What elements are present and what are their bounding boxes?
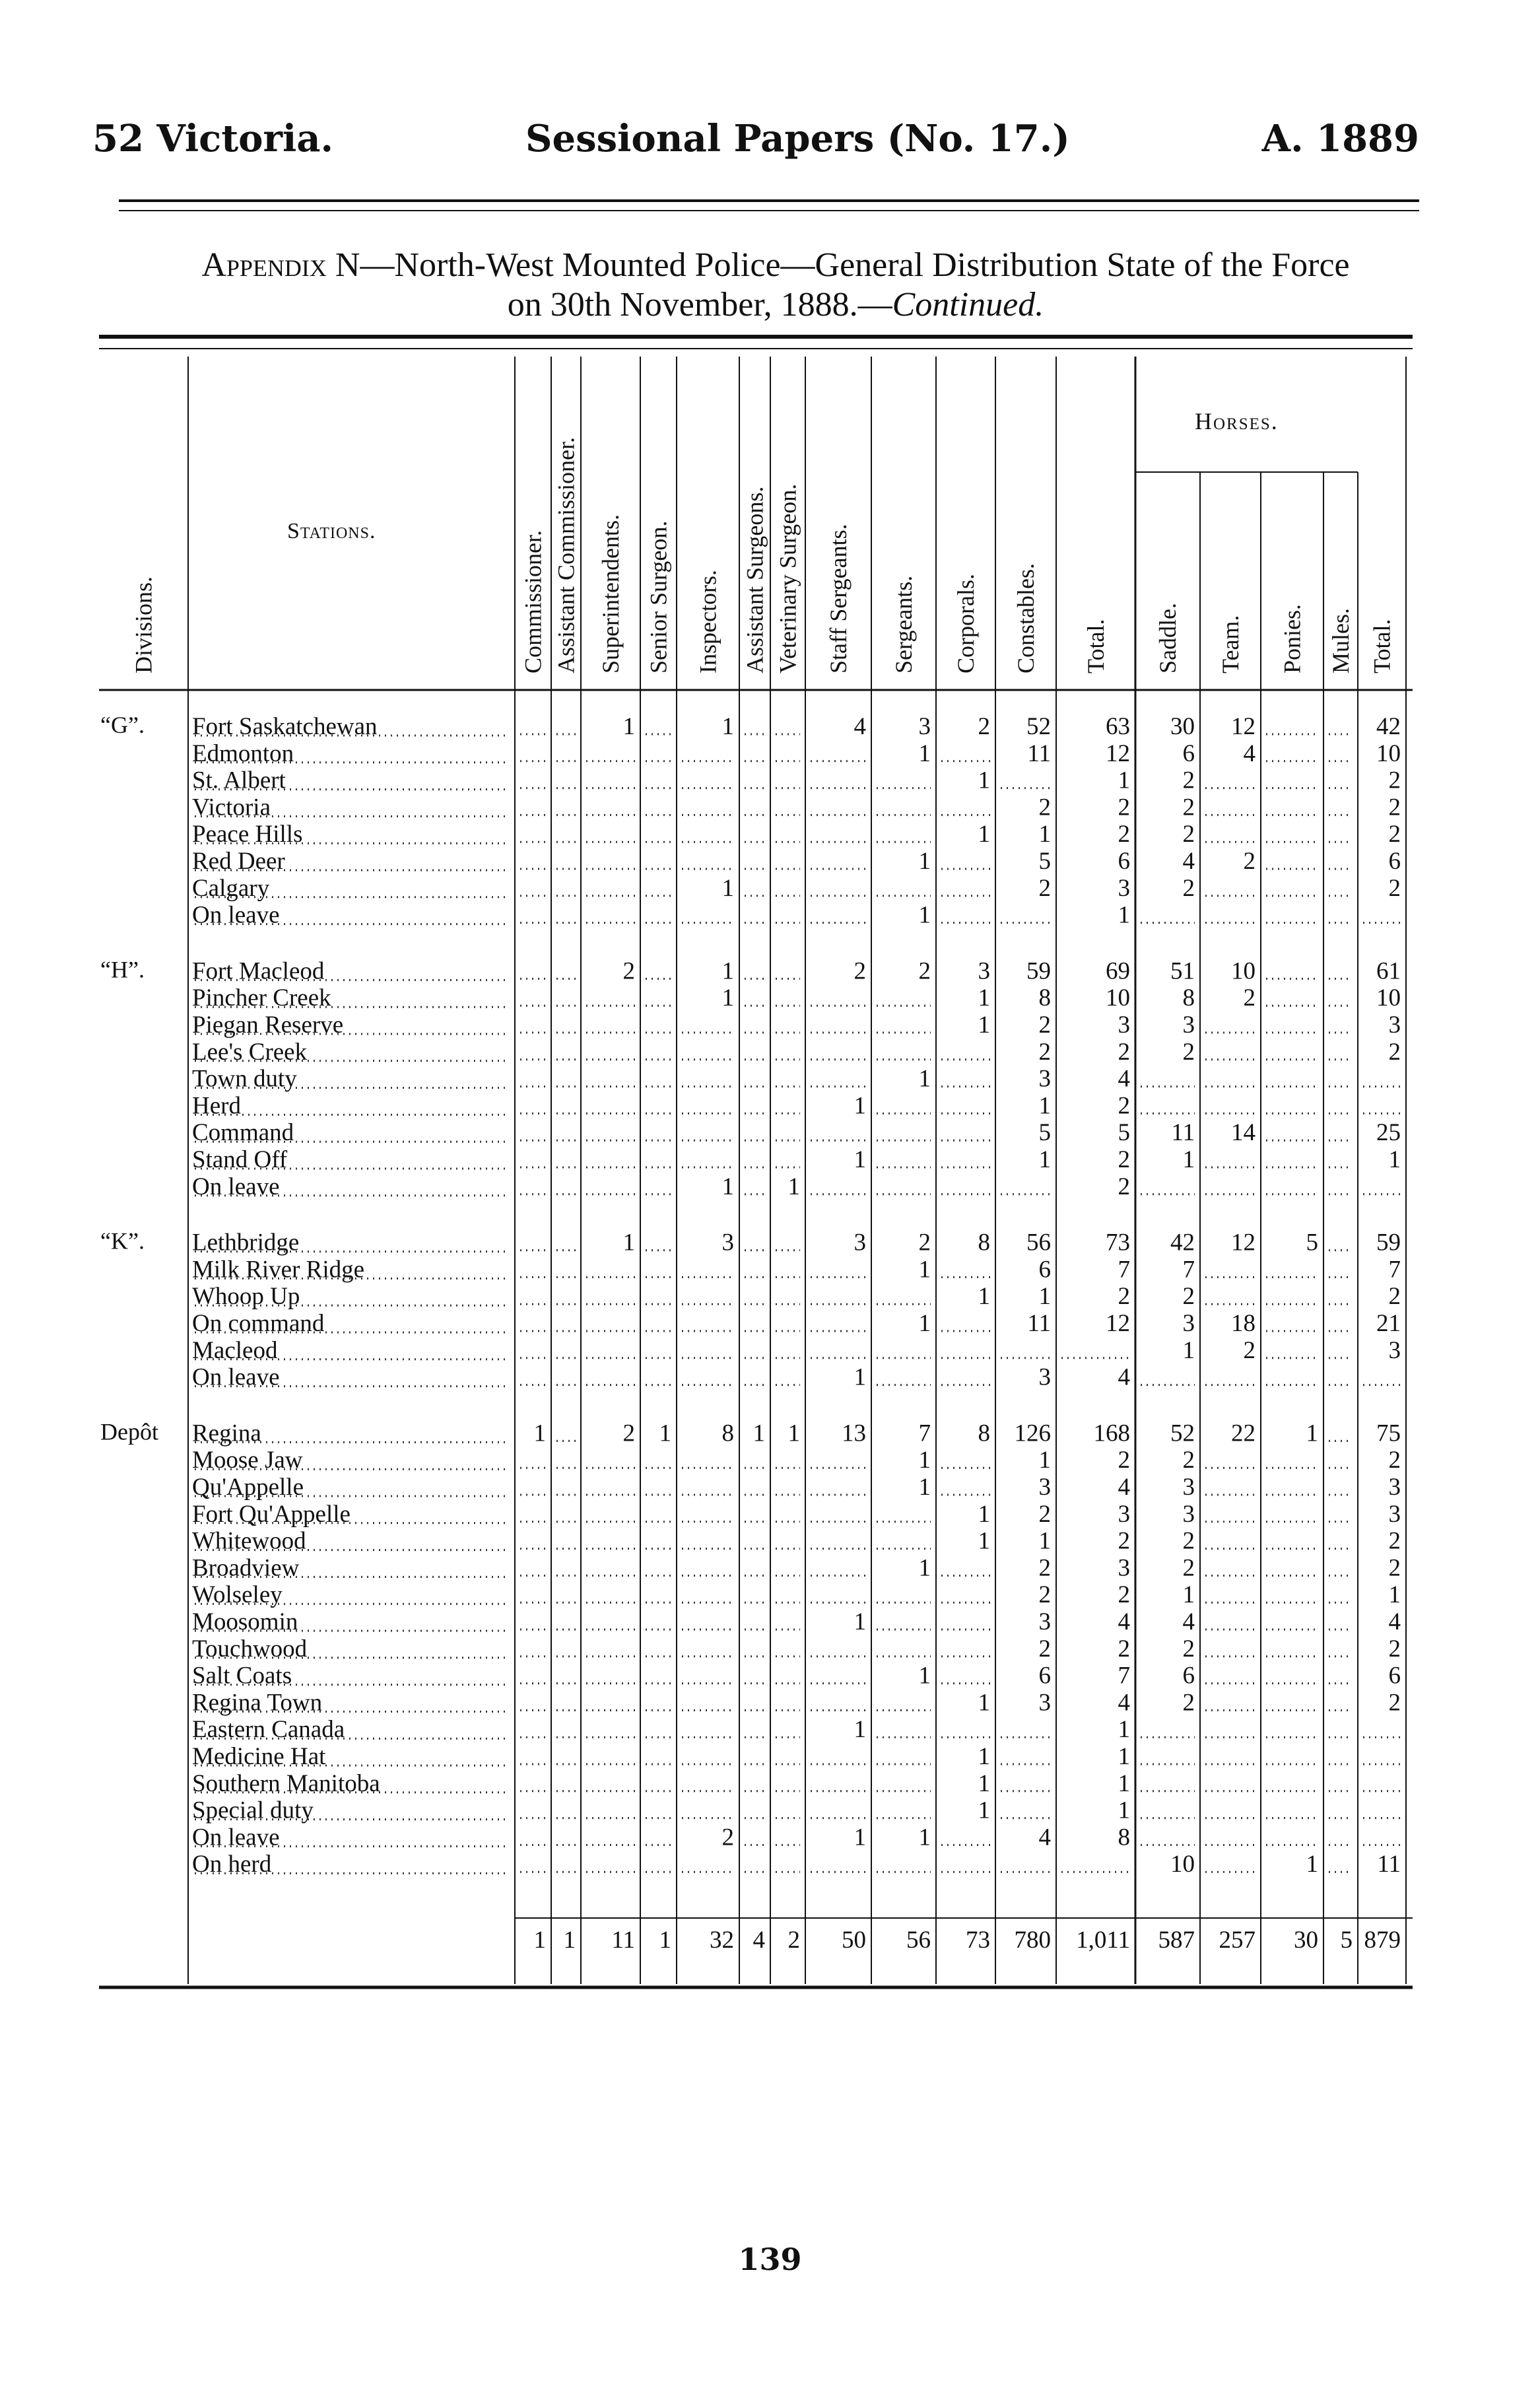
total-cell: 50 — [842, 1927, 866, 1954]
table-cell: 1 — [854, 1363, 866, 1391]
table-cell: 1 — [978, 1769, 990, 1797]
total-cell: 30 — [1294, 1927, 1318, 1954]
table-cell: 8 — [978, 1229, 990, 1256]
table-cell: 3 — [1388, 1500, 1401, 1528]
table-cell: 2 — [918, 957, 931, 985]
table-cell: 8 — [1182, 984, 1195, 1012]
table-cell: 1 — [854, 1146, 866, 1173]
table-cell: 2 — [1182, 1283, 1195, 1311]
table-cell: 3 — [1182, 1500, 1195, 1528]
header-center: Sessional Papers (No. 17.) — [525, 117, 1070, 160]
table-cell: 6 — [1182, 739, 1195, 767]
station-name: Medicine Hat — [192, 1743, 326, 1770]
table-cell: 1 — [918, 1662, 931, 1690]
total-cell: 11 — [611, 1927, 635, 1954]
table-cell: 1 — [1038, 821, 1051, 848]
table-cell: 3 — [978, 957, 990, 985]
table-cell: 3 — [1038, 1363, 1051, 1391]
table-cell: 1 — [1038, 1092, 1051, 1120]
column-header-15: Ponies. — [1279, 603, 1306, 673]
total-cell: 879 — [1364, 1927, 1401, 1954]
table-cell: 2 — [1388, 767, 1401, 794]
table-cell: 18 — [1231, 1310, 1255, 1337]
column-header-8: Staff Sergeants. — [825, 524, 852, 673]
header-stations: Stations. — [287, 519, 376, 543]
table-cell: 6 — [1388, 1662, 1401, 1690]
table-cell: 2 — [622, 957, 635, 985]
column-header-2: Assistant Commissioner. — [552, 436, 580, 673]
table-cell: 5 — [1306, 1229, 1318, 1256]
table-cell: 1 — [978, 767, 990, 794]
column-header-6: Assistant Surgeons. — [741, 486, 768, 673]
table-cell: 1 — [918, 1554, 931, 1582]
table-cell: 2 — [1182, 1527, 1195, 1555]
station-name: Qu'Appelle — [192, 1474, 304, 1501]
table-cell: 1 — [721, 984, 734, 1012]
station-name: Milk River Ridge — [192, 1256, 365, 1284]
table-cell: 2 — [1182, 874, 1195, 902]
table-cell: 8 — [1038, 984, 1051, 1012]
table-cell: 59 — [1026, 957, 1051, 985]
station-name: Edmonton — [192, 739, 294, 767]
table-cell: 1 — [1118, 767, 1130, 794]
table-cell: 12 — [1231, 1229, 1255, 1256]
column-header-7: Veterinary Surgeon. — [774, 483, 801, 673]
total-cell: 5 — [1340, 1927, 1353, 1954]
table-cell: 2 — [1243, 1336, 1255, 1364]
table-cell: 4 — [1118, 1363, 1130, 1391]
table-cell: 1 — [533, 1420, 546, 1447]
table-cell: 2 — [1038, 794, 1051, 821]
table-cell: 13 — [842, 1420, 866, 1447]
table-cell: 1 — [854, 1824, 866, 1851]
table-cell: 8 — [978, 1420, 990, 1447]
division-label: “K”. — [100, 1227, 145, 1254]
table-cell: 1 — [978, 1689, 990, 1717]
table-cell: 25 — [1376, 1119, 1401, 1147]
table-cell: 1 — [918, 901, 931, 929]
table-cell: 1 — [721, 713, 734, 740]
table-cell: 1 — [753, 1420, 765, 1447]
table-cell: 3 — [1182, 1474, 1195, 1501]
table-cell: 69 — [1106, 957, 1130, 985]
table-cell: 4 — [1118, 1689, 1130, 1717]
table-cell: 1 — [1182, 1146, 1195, 1173]
station-name: Victoria — [192, 794, 271, 821]
table-cell: 1 — [721, 957, 734, 985]
table-cell: 1 — [918, 1447, 931, 1474]
table-cell: 2 — [1038, 1554, 1051, 1582]
total-cell: 1,011 — [1076, 1927, 1130, 1954]
station-name: Broadview — [192, 1554, 300, 1582]
table-cell: 2 — [1182, 1635, 1195, 1663]
table-cell: 3 — [1182, 1310, 1195, 1337]
table-cell: 1 — [622, 713, 635, 740]
table-cell: 3 — [854, 1229, 866, 1256]
table-cell: 2 — [1182, 1689, 1195, 1717]
table-cell: 2 — [1243, 848, 1255, 875]
station-name: Fort Qu'Appelle — [192, 1500, 351, 1528]
table-cell: 1 — [721, 874, 734, 902]
station-name: Town duty — [192, 1065, 297, 1093]
table-cell: 2 — [1038, 1581, 1051, 1609]
division-label: “G”. — [100, 712, 145, 738]
table-cell: 12 — [1231, 713, 1255, 740]
table-cell: 4 — [1118, 1608, 1130, 1635]
station-name: Wolseley — [192, 1581, 283, 1609]
column-header-16: Mules. — [1327, 608, 1354, 673]
table-cell: 2 — [1388, 1635, 1401, 1663]
table-cell: 2 — [1118, 1527, 1130, 1555]
table-cell: 3 — [1038, 1065, 1051, 1093]
table-cell: 8 — [721, 1420, 734, 1447]
table-cell: 21 — [1376, 1310, 1401, 1337]
column-header-5: Inspectors. — [694, 570, 721, 673]
station-name: Herd — [192, 1092, 241, 1120]
table-cell: 4 — [1182, 848, 1195, 875]
table-cell: 1 — [978, 1527, 990, 1555]
table-cell: 2 — [1182, 794, 1195, 821]
column-header-10: Corporals. — [953, 574, 979, 673]
header-divisions: Divisions. — [130, 576, 157, 673]
table-cell: 6 — [1182, 1662, 1195, 1690]
table-cell: 1 — [1118, 1797, 1130, 1824]
table-cell: 2 — [1388, 1447, 1401, 1474]
column-header-4: Senior Surgeon. — [645, 520, 672, 673]
station-name: Regina — [192, 1420, 261, 1447]
table-cell: 3 — [721, 1229, 734, 1256]
table-cell: 2 — [1038, 874, 1051, 902]
table-cell: 1 — [978, 821, 990, 848]
table-cell: 5 — [1038, 1119, 1051, 1147]
total-cell: 1 — [563, 1927, 576, 1954]
table-cell: 12 — [1106, 1310, 1130, 1337]
table-cell: 1 — [1118, 1743, 1130, 1770]
table-cell: 4 — [1388, 1608, 1401, 1635]
appendix-word: Appendix — [201, 246, 327, 284]
total-cell: 4 — [753, 1927, 765, 1954]
table-cell: 1 — [1038, 1146, 1051, 1173]
table-cell: 11 — [1171, 1119, 1195, 1147]
table-cell: 2 — [1118, 1581, 1130, 1609]
table-cell: 3 — [1182, 1011, 1195, 1039]
table-cell: 7 — [1118, 1256, 1130, 1284]
table-cell: 2 — [1388, 1554, 1401, 1582]
total-cell: 73 — [966, 1927, 990, 1954]
total-cell: 587 — [1158, 1927, 1195, 1954]
station-name: Peace Hills — [192, 821, 303, 848]
table-cell: 2 — [622, 1420, 635, 1447]
station-name: Red Deer — [192, 848, 285, 875]
table-cell: 2 — [1182, 1447, 1195, 1474]
table-cell: 7 — [1182, 1256, 1195, 1284]
station-name: Fort Macleod — [192, 957, 325, 985]
table-cell: 5 — [1118, 1119, 1130, 1147]
table-cell: 59 — [1376, 1229, 1401, 1256]
table-cell: 1 — [918, 1065, 931, 1093]
station-name: Lethbridge — [192, 1229, 300, 1256]
table-cell: 2 — [1388, 821, 1401, 848]
table-cell: 10 — [1376, 984, 1401, 1012]
station-name: Piegan Reserve — [192, 1011, 344, 1039]
station-name: On command — [192, 1310, 325, 1337]
table-cell: 1 — [1306, 1420, 1318, 1447]
table-cell: 1 — [622, 1229, 635, 1256]
table-cell: 3 — [1118, 1011, 1130, 1039]
table-cell: 2 — [1388, 794, 1401, 821]
table-cell: 73 — [1106, 1229, 1130, 1256]
table-cell: 1 — [918, 1474, 931, 1501]
total-cell: 56 — [906, 1927, 931, 1954]
table-cell: 1 — [1306, 1851, 1318, 1878]
table-cell: 2 — [1118, 794, 1130, 821]
table-cell: 52 — [1026, 713, 1051, 740]
station-name: On leave — [192, 1173, 280, 1200]
table-cell: 1 — [978, 1011, 990, 1039]
column-header-3: Superintendents. — [597, 514, 624, 673]
table-cell: 6 — [1038, 1256, 1051, 1284]
table-cell: 1 — [1388, 1146, 1401, 1173]
station-name: On leave — [192, 1824, 280, 1851]
table-cell: 12 — [1106, 739, 1130, 767]
title-line-2-text: on 30th November, 1888.— — [507, 286, 892, 324]
table-cell: 7 — [1118, 1662, 1130, 1690]
station-name: Whitewood — [192, 1527, 306, 1555]
table-cell: 3 — [1038, 1689, 1051, 1717]
table-cell: 3 — [1388, 1474, 1401, 1501]
title-line-1-text: N—North-West Mounted Police—General Distribution State of the Force — [335, 246, 1350, 284]
table-cell: 1 — [978, 984, 990, 1012]
table-cell: 1 — [1182, 1581, 1195, 1609]
column-header-13: Saddle. — [1155, 603, 1181, 673]
table-cell: 4 — [1243, 739, 1255, 767]
table-cell: 1 — [1118, 901, 1130, 929]
station-name: Salt Coats — [192, 1662, 292, 1690]
total-cell: 780 — [1014, 1927, 1051, 1954]
table-cell: 11 — [1027, 739, 1051, 767]
table-cell: 2 — [721, 1824, 734, 1851]
table-cell: 61 — [1376, 957, 1401, 985]
table-cell: 2 — [1388, 1689, 1401, 1717]
table-cell: 1 — [1038, 1527, 1051, 1555]
table-cell: 1 — [1388, 1581, 1401, 1609]
table-cell: 3 — [1038, 1608, 1051, 1635]
table-cell: 2 — [1118, 1038, 1130, 1066]
table-cell: 2 — [1118, 1283, 1130, 1311]
table-cell: 2 — [1118, 821, 1130, 848]
title-continued: Continued. — [892, 286, 1044, 324]
table-cell: 2 — [1388, 1283, 1401, 1311]
table-cell: 2 — [1118, 1173, 1130, 1200]
table-cell: 2 — [1182, 767, 1195, 794]
table-cell: 1 — [854, 1092, 866, 1120]
table-cell: 51 — [1170, 957, 1195, 985]
table-cell: 2 — [1038, 1500, 1051, 1528]
table-cell: 126 — [1014, 1420, 1051, 1447]
station-name: Stand Off — [192, 1146, 288, 1173]
station-name: Command — [192, 1119, 294, 1147]
table-cell: 1 — [1182, 1336, 1195, 1364]
table-cell: 3 — [1118, 1554, 1130, 1582]
station-name: Calgary — [192, 874, 270, 902]
total-cell: 1 — [533, 1927, 546, 1954]
table-cell: 6 — [1038, 1662, 1051, 1690]
station-name: On leave — [192, 901, 280, 929]
table-cell: 6 — [1118, 848, 1130, 875]
table-cell: 63 — [1106, 713, 1130, 740]
table-cell: 3 — [918, 713, 931, 740]
table-cell: 11 — [1027, 1310, 1051, 1337]
total-cell: 32 — [710, 1927, 734, 1954]
column-header-14: Team. — [1217, 615, 1244, 673]
table-cell: 7 — [1388, 1256, 1401, 1284]
station-name: On leave — [192, 1363, 280, 1391]
division-label: Depôt — [100, 1418, 158, 1445]
table-cell: 42 — [1376, 713, 1401, 740]
table-cell: 4 — [854, 713, 866, 740]
table-cell: 2 — [1118, 1447, 1130, 1474]
station-name: Moose Jaw — [192, 1447, 303, 1474]
table-cell: 75 — [1376, 1420, 1401, 1447]
total-cell: 2 — [787, 1927, 800, 1954]
table-cell: 3 — [1388, 1011, 1401, 1039]
table-cell: 6 — [1388, 848, 1401, 875]
page-number: 139 — [738, 2242, 802, 2277]
table-cell: 2 — [1388, 874, 1401, 902]
station-name: Southern Manitoba — [192, 1769, 380, 1797]
station-name: Special duty — [192, 1797, 314, 1824]
table-cell: 7 — [918, 1420, 931, 1447]
column-header-12: Total. — [1083, 619, 1109, 673]
table-cell: 5 — [1038, 848, 1051, 875]
table-cell: 4 — [1182, 1608, 1195, 1635]
table-cell: 3 — [1118, 1500, 1130, 1528]
table-cell: 22 — [1231, 1420, 1255, 1447]
table-cell: 1 — [978, 1500, 990, 1528]
table-cell: 1 — [978, 1797, 990, 1824]
total-cell: 257 — [1219, 1927, 1255, 1954]
table-cell: 1 — [918, 1824, 931, 1851]
column-header-17: Total. — [1368, 619, 1395, 673]
table-cell: 2 — [854, 957, 866, 985]
table-cell: 1 — [918, 848, 931, 875]
table-cell: 2 — [1118, 1635, 1130, 1663]
table-cell: 2 — [1388, 1038, 1401, 1066]
table-cell: 2 — [1182, 1038, 1195, 1066]
station-name: Eastern Canada — [192, 1716, 345, 1744]
table-cell: 2 — [1038, 1038, 1051, 1066]
column-header-1: Commissioner. — [519, 530, 547, 673]
table-cell: 42 — [1170, 1229, 1195, 1256]
column-header-11: Constables. — [1013, 563, 1039, 673]
table-cell: 3 — [1038, 1474, 1051, 1501]
table-cell: 10 — [1376, 739, 1401, 767]
header-right: A. 1889 — [1261, 117, 1419, 160]
table-cell: 2 — [1038, 1011, 1051, 1039]
table-cell: 1 — [787, 1173, 800, 1200]
division-label: “H”. — [100, 956, 145, 983]
station-name: Lee's Creek — [192, 1038, 308, 1066]
table-cell: 11 — [1377, 1851, 1401, 1878]
table-cell: 1 — [1118, 1769, 1130, 1797]
table-cell: 4 — [1038, 1824, 1051, 1851]
table-cell: 1 — [1038, 1447, 1051, 1474]
table-cell: 10 — [1170, 1851, 1195, 1878]
total-cell: 1 — [659, 1927, 671, 1954]
table-cell: 168 — [1093, 1420, 1130, 1447]
station-name: Whoop Up — [192, 1283, 300, 1311]
table-cell: 3 — [1118, 874, 1130, 902]
station-name: Regina Town — [192, 1689, 323, 1717]
table-cell: 1 — [918, 1310, 931, 1337]
table-cell: 1 — [918, 1256, 931, 1284]
table-cell: 2 — [1388, 1527, 1401, 1555]
header-left: 52 Victoria. — [92, 117, 334, 160]
table-cell: 14 — [1231, 1119, 1255, 1147]
table-cell: 1 — [721, 1173, 734, 1200]
table-cell: 2 — [1118, 1092, 1130, 1120]
station-name: Fort Saskatchewan — [192, 713, 378, 740]
table-cell: 2 — [1182, 1554, 1195, 1582]
table-cell: 2 — [1118, 1146, 1130, 1173]
table-cell: 1 — [854, 1608, 866, 1635]
station-name: Moosomin — [192, 1608, 298, 1635]
table-cell: 1 — [1038, 1283, 1051, 1311]
table-cell: 1 — [787, 1420, 800, 1447]
table-cell: 3 — [1388, 1336, 1401, 1364]
header-horses: Horses. — [1195, 408, 1279, 434]
station-name: On herd — [192, 1851, 272, 1878]
table-cell: 1 — [978, 1743, 990, 1770]
column-header-9: Sergeants. — [890, 575, 917, 673]
table-cell: 2 — [1182, 821, 1195, 848]
table-cell: 10 — [1231, 957, 1255, 985]
table-cell: 4 — [1118, 1065, 1130, 1093]
table-cell: 1 — [918, 739, 931, 767]
station-name: St. Albert — [192, 767, 286, 794]
table-cell: 2 — [1243, 984, 1255, 1012]
table-cell: 4 — [1118, 1474, 1130, 1501]
station-name: Touchwood — [192, 1635, 308, 1663]
table-cell: 2 — [1038, 1635, 1051, 1663]
table-cell: 1 — [1118, 1716, 1130, 1744]
table-cell: 1 — [854, 1716, 866, 1744]
table-cell: 10 — [1106, 984, 1130, 1012]
table-cell: 30 — [1170, 713, 1195, 740]
table-cell: 52 — [1170, 1420, 1195, 1447]
table-cell: 1 — [978, 1283, 990, 1311]
table-cell: 1 — [659, 1420, 671, 1447]
table-cell: 2 — [918, 1229, 931, 1256]
station-name: Pincher Creek — [192, 984, 331, 1012]
table-cell: 56 — [1026, 1229, 1051, 1256]
table-cell: 8 — [1118, 1824, 1130, 1851]
station-name: Macleod — [192, 1336, 278, 1364]
table-cell: 2 — [978, 713, 990, 740]
